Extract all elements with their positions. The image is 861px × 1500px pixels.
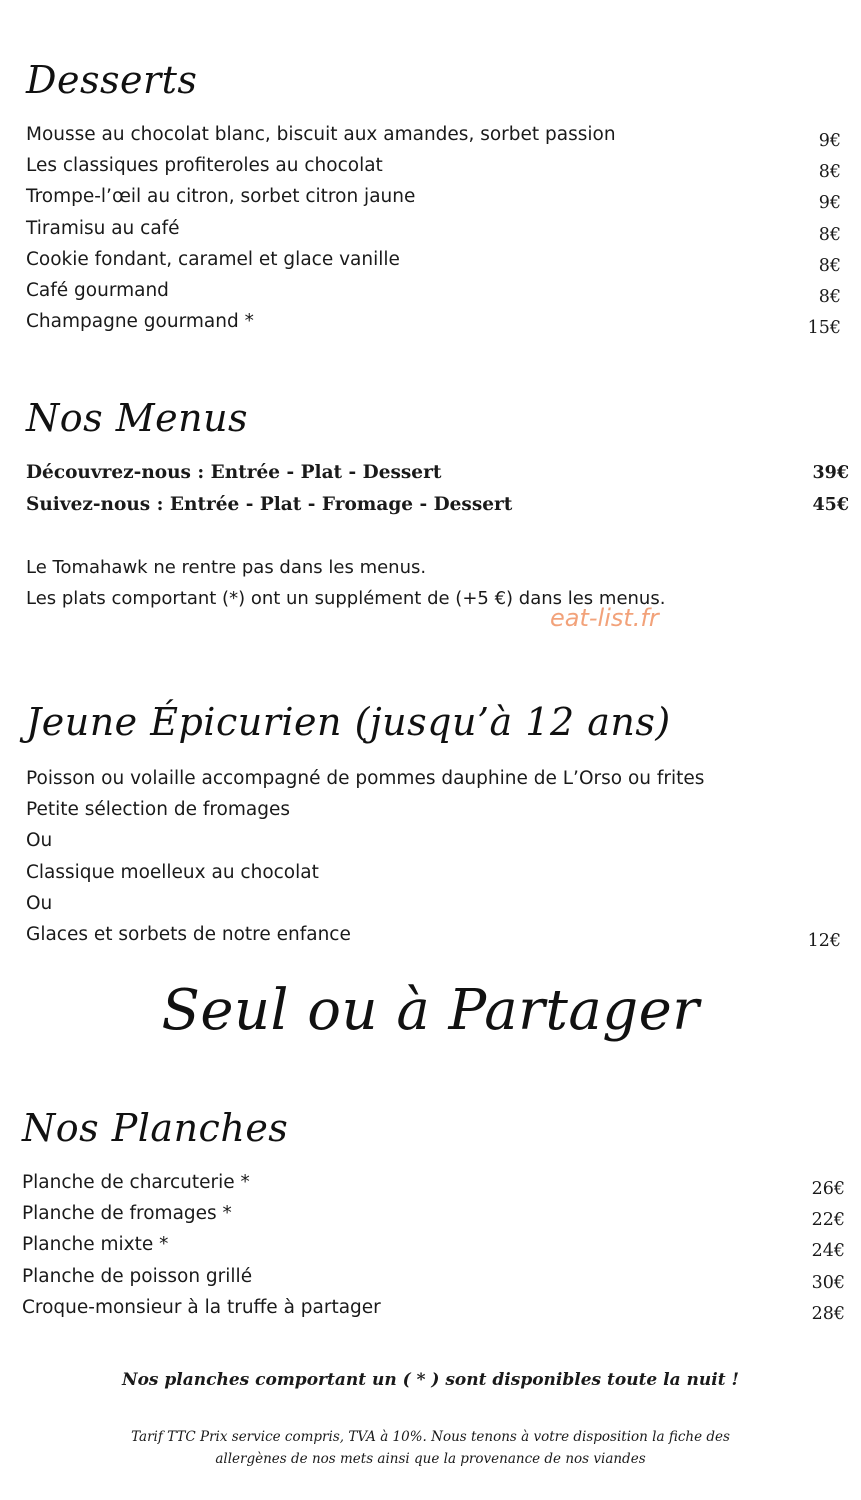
menu-item [26,799,841,830]
menu-formula [26,493,849,526]
item-name: Poisson ou volaille accompagné de pommes dauphine de L’Orso ou frites [26,768,705,789]
item-name: Café gourmand [26,279,169,301]
item-name: Trompe-l’œil au citron, sorbet citron jaune [26,186,416,208]
menu-item [26,124,841,155]
planches-title: Nos Planches [22,1106,289,1150]
menu-item [26,186,841,217]
item-name: Glaces et sorbets de notre enfance [26,923,351,945]
kids-title: Jeune Épicurien (jusqu’à 12 ans) [26,700,671,744]
menu-item [26,830,841,861]
formula-name: Suivez-nous : Entrée - Plat - Fromage - Dessert [26,493,513,515]
menu-item [22,1297,845,1328]
menu-item [22,1234,845,1265]
menu-item [26,768,841,799]
item-name: Cookie fondant, caramel et glace vanille [26,248,400,270]
item-price: 12€ [807,930,841,951]
planches-list [22,1172,845,1328]
item-name: Planche de fromages * [22,1203,232,1225]
desserts-list [26,124,841,342]
menu-item [26,280,841,311]
item-name: Tiramisu au café [26,217,180,239]
item-name: Ou [26,830,53,852]
item-name: Ou [26,892,53,914]
night-availability-note: Nos planches comportant un ( * ) sont disponibles toute la nuit ! [122,1370,739,1390]
menu-item [26,924,841,955]
item-price: 8€ [818,162,841,183]
item-price: 28€ [811,1303,845,1324]
watermark: eat-list.fr [550,604,659,632]
desserts-title: Desserts [26,58,198,102]
item-price: 15€ [807,318,841,339]
menus-note-line: Les plats comportant (*) ont un supplément de (+5 €) dans les menus. [26,588,666,609]
item-price: 22€ [811,1210,845,1231]
menus-title: Nos Menus [26,396,249,440]
item-price: 26€ [811,1179,845,1199]
share-title: Seul ou à Partager [161,978,700,1043]
item-name: Mousse au chocolat blanc, biscuit aux amandes, sorbet passion [26,124,616,145]
legal-notice [100,1426,761,1470]
item-name: Planche de poisson grillé [22,1265,253,1287]
menu-item [22,1266,845,1297]
item-name: Classique moelleux au chocolat [26,861,319,883]
item-price: 9€ [818,131,841,151]
item-price: 8€ [818,286,841,307]
item-price: 9€ [818,193,841,214]
menus-list [26,462,849,525]
item-name: Champagne gourmand * [26,311,254,333]
menu-formula [26,462,849,494]
menus-note-line: Le Tomahawk ne rentre pas dans les menus. [26,557,427,578]
menu-item [22,1203,845,1234]
menu-item [26,218,841,249]
menu-item [26,862,841,893]
menu-item [26,311,841,342]
menu-item [26,155,841,186]
item-price: 8€ [818,255,841,276]
menu-item [26,249,841,280]
item-name: Les classiques profiteroles au chocolat [26,155,383,177]
legal-line: Tarif TTC Prix service compris, TVA à 10%. Nous tenons à votre disposition la fiche des [131,1429,730,1445]
item-price: 8€ [818,224,841,245]
item-name: Croque-monsieur à la truffe à partager [22,1296,381,1318]
formula-name: Découvrez-nous : Entrée - Plat - Dessert [26,462,442,483]
formula-price: 45€ [812,494,849,515]
kids-list [26,768,841,955]
formula-price: 39€ [812,463,849,483]
item-price: 30€ [811,1272,845,1293]
menu-item [22,1172,845,1203]
item-name: Petite sélection de fromages [26,799,290,821]
item-name: Planche de charcuterie * [22,1172,250,1193]
menu-item [26,893,841,924]
legal-line: allergènes de nos mets ainsi que la provenance de nos viandes [215,1451,646,1467]
item-price: 24€ [811,1241,845,1262]
item-name: Planche mixte * [22,1234,169,1256]
